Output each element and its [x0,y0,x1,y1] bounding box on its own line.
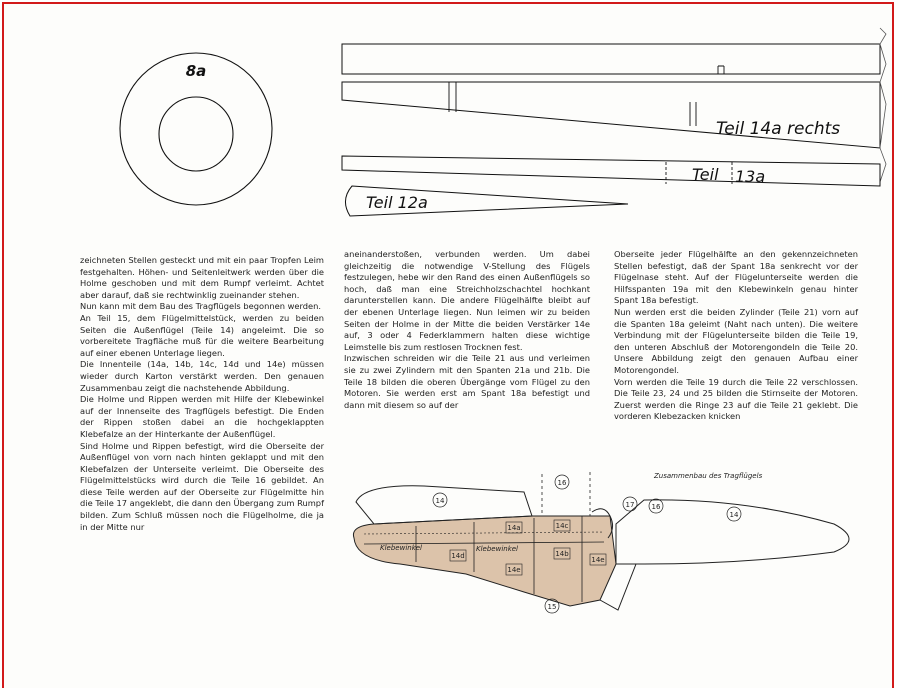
num-14e: 14e [507,566,521,574]
notch-c [690,102,696,126]
label-12a: Teil 12a [366,193,428,212]
paragraph: Die Holme und Rippen werden mit Hilfe der Klebewinkel auf der Innenseite des Tragflügels befestigt. Die Enden der Rippen stoßen dabei an die hochgeklappten Klebefalze an der Hinterkante der Außenflügel. [80,394,324,439]
label-klebewinkel-2: Klebewinkel [476,545,519,553]
paragraph: Oberseite jeder Flügelhälfte an den gekennzeichneten Stellen befestigt, daß der Spant 18a senkrecht vor der Flügelnase steht. Auf der Flügelunterseite werden die Hilfsspanten 19a mit den Klebewinkeln genau hinter Spant 18a befestigt. [614,249,858,306]
paragraph: Inzwischen schreiden wir die Teile 21 aus und verleimen sie zu zwei Zylindern mit den Spanten 21a und 21b. Die Teile 18 bilden die oberen Übergänge vom Flügel zu den Motoren. Sie werden erst am Spant 18a befestigt und dann mit diesem so auf der [344,353,590,410]
num-17: 17 [625,501,635,509]
notch-b [449,82,456,112]
num-14c: 14c [555,522,569,530]
paragraph: Nun werden erst die beiden Zylinder (Teile 21) vorn auf die Spanten 18a geleimt (Naht nach unten). Die weitere Verbindung mit der Flügelunterseite bilden die Teile 19, den unteren Abschluß der Motorengondeln die Teile 20. Unsere Abbildung zeigt den genauen Aufbau einer Motorengondel. [614,306,858,375]
paragraph: Nun kann mit dem Bau des Tragflügels begonnen werden. [80,301,322,312]
paragraph: An Teil 15, dem Flügelmittelstück, werden zu beiden Seiten die Außenflügel (Teile 14) angeleimt. Die so vorbereitete Tragfläche muß für die weitere Bearbeitung auf einer ebenen Unterlage liegen. [80,312,324,358]
strip-14a-upper [342,44,880,74]
wing-center-section [353,516,616,606]
label-14a: Teil 14a rechts [716,119,841,139]
label-klebewinkel-1: Klebewinkel [380,544,423,552]
label-8a: 8a [185,62,207,80]
text-column-2 [344,249,590,411]
strip-13a [342,156,880,186]
label-13a-num: 13a [735,167,766,186]
num-14-left: 14 [435,497,445,505]
diagram-title: Zusammenbau des Tragflügels [654,472,763,480]
text-column-3 [614,249,858,423]
num-14a: 14a [507,524,521,532]
num-15: 15 [547,603,557,611]
instruction-sheet [4,4,892,688]
ring-8a-inner [159,97,233,171]
paragraph: Sind Holme und Rippen befestigt, wird die Oberseite der Außenflügel von vorn nach hinten geklappt und mit den Klebefalzen der Unterseite verleimt. Die Oberseite des Flügelmittelstücks wird durch die Teile 16 gebildet. An diese Teile werden auf der Oberseite zur Flügelmitte hin die Teile 17 angeklebt, die dann den Übergang zum Rumpf bilden. Zum Schluß müssen noch die Flügelholme, die ja in der Mitte nur [80,440,324,532]
num-14d: 14d [451,552,465,560]
paragraph: aneinanderstoßen, verbunden werden. Um dabei gleichzeitig die notwendige V-Stellung des Flügels festzulegen, hebe wir den Rand des einen Außenflügels so hoch, daß man eine Streichholzschachtel hochkant darunterstellen kann. Die andere Flügelhälfte bleibt auf der ebenen Unterlage liegen. Nun leimen wir zu beiden Seiten der Holme in der Mitte die beiden Verstärker 14e auf, 3 oder 4 Federklammern halten diese wichtige Leimstelle bis zum restlosen Trocknen fest. [344,249,590,352]
num-16-top: 16 [557,479,567,487]
notch-a [718,66,724,74]
torn-edge [880,28,886,182]
wing-assembly-diagram [353,472,849,613]
text-column-1 [80,255,324,533]
paragraph: Die Innenteile (14a, 14b, 14c, 14d und 14e) müssen wieder durch Karton verstärkt werden. Den genauen Zusammenbau zeigt die nachstehende Abbildung. [80,359,324,393]
paragraph: Vorn werden die Teile 19 durch die Teile 22 verschlossen. Die Teile 23, 24 und 25 bilden die Stirnseite der Motoren. Zuerst werden die Ringe 23 auf die Teile 21 geklebt. Die vorderen Klebezacken knicken [614,376,858,422]
num-14e-2: 14e [591,556,605,564]
paragraph: zeichneten Stellen gesteckt und mit ein paar Tropfen Leim festgehalten. Höhen- und Seitenleitwerk werden über die Holme geschoben und mit dem Rumpf verleimt. Achtet aber darauf, daß sie rechtwinklig zueinander stehen. [80,255,324,300]
label-13a-teil: Teil [692,165,719,184]
num-16-right: 16 [651,503,661,511]
num-14-right: 14 [729,511,739,519]
num-14b: 14b [555,550,569,558]
